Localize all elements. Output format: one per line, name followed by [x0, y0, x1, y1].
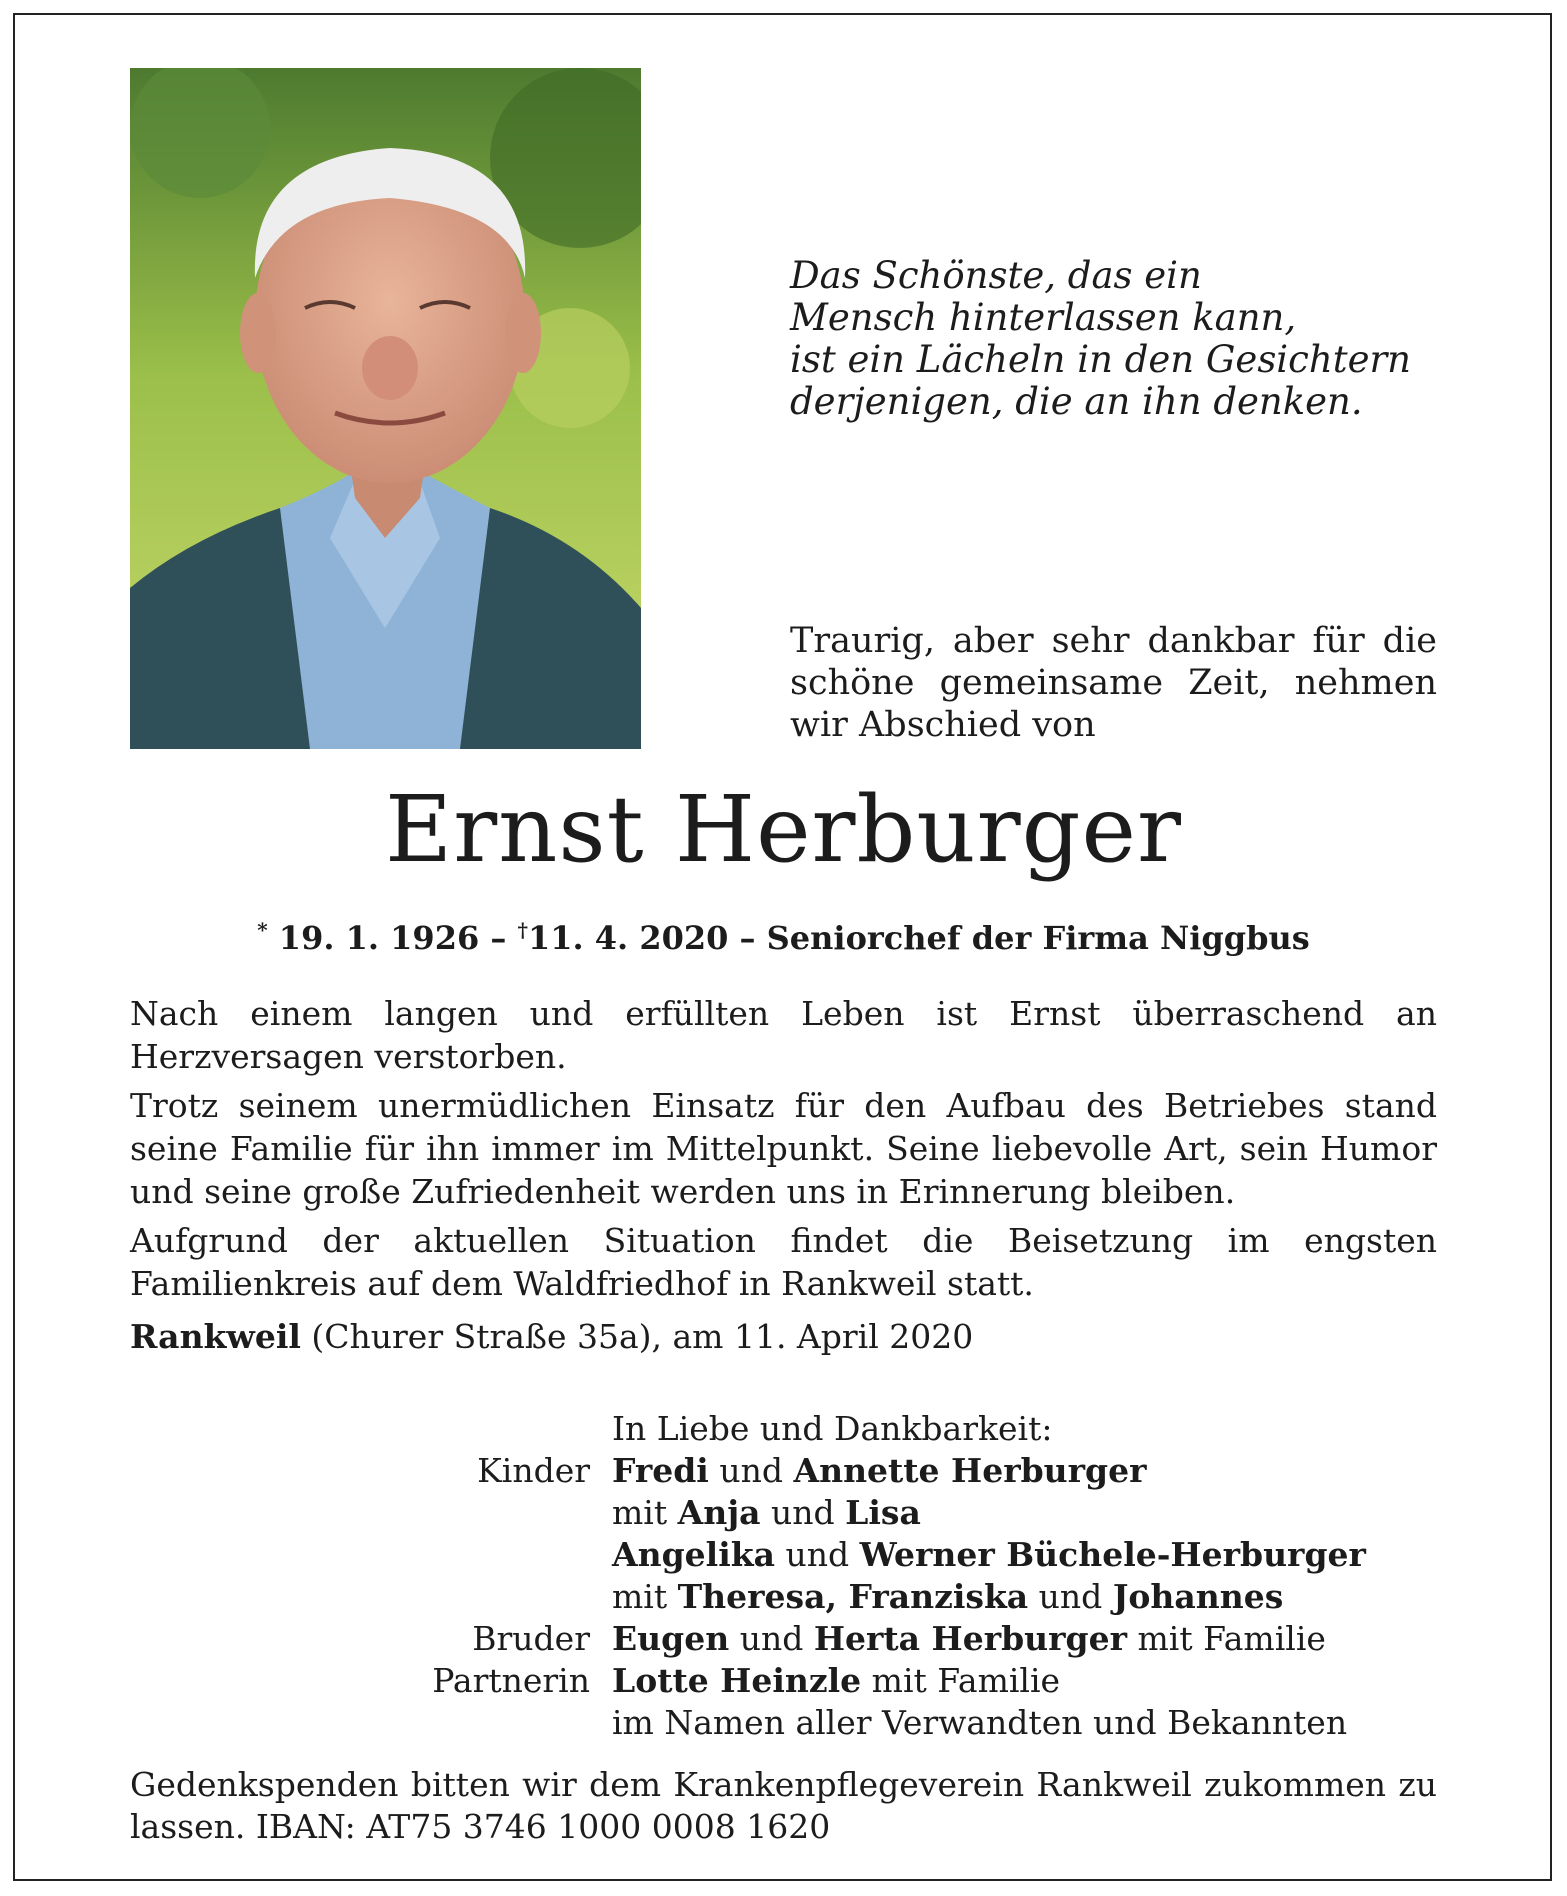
death-mark: † — [517, 918, 528, 942]
person-name: Lisa — [845, 1493, 921, 1532]
connector-text: und — [708, 1451, 794, 1490]
connector-text: und — [775, 1535, 860, 1574]
role-separator: – — [739, 919, 756, 957]
person-name: Anja — [677, 1493, 761, 1532]
place-name: Rankweil — [130, 1317, 301, 1356]
paragraph: Nach einem langen und erfüllten Leben ist Ernst überraschend an Herzversagen verstorben. — [130, 994, 1437, 1076]
connector-text: und — [760, 1493, 846, 1532]
donation-note: Gedenkspenden bitten wir dem Krankenpflegeverein Rankweil zukommen zu lassen. IBAN: AT75 3746 1000 0008 1620 — [130, 1765, 1437, 1846]
family-names — [612, 1702, 1347, 1744]
family-row — [130, 1618, 1437, 1660]
family-heading-row — [130, 1408, 1437, 1450]
relation-label — [130, 1492, 612, 1534]
family-row — [130, 1534, 1437, 1576]
family-names — [612, 1618, 1326, 1660]
person-name: Herta Herburger — [813, 1619, 1127, 1658]
birth-mark: * — [257, 918, 268, 942]
relation-label — [130, 1576, 612, 1618]
person-name: Angelika — [612, 1535, 775, 1574]
place-date-line — [130, 1315, 1437, 1358]
connector-text: und — [1028, 1577, 1113, 1616]
family-names — [612, 1450, 1147, 1492]
quote-line: derjenigen, die an ihn denken. — [790, 380, 1363, 423]
person-name: Annette Herburger — [793, 1451, 1147, 1490]
intro-text: Traurig, aber sehr dankbar für die schöne gemeinsame Zeit, nehmen wir Abschied von — [790, 621, 1437, 745]
relation-label: Bruder — [472, 1619, 590, 1658]
family-list — [130, 1408, 1437, 1744]
relation-label — [130, 1702, 612, 1744]
family-names — [612, 1576, 1283, 1618]
connector-text: und — [729, 1619, 814, 1658]
paragraph: Aufgrund der aktuellen Situation findet die Beisetzung im engsten Familienkreis auf dem Waldfriedhof in Rankweil statt. — [130, 1221, 1437, 1303]
connector-text: mit — [612, 1493, 678, 1532]
relation-label: Partnerin — [432, 1661, 590, 1700]
role-title: Seniorchef der Firma Niggbus — [766, 919, 1310, 957]
family-heading: In Liebe und Dankbarkeit: — [612, 1409, 1053, 1448]
connector-text: mit Familie — [1127, 1619, 1326, 1658]
quote-line: ist ein Lächeln in den Gesichtern — [790, 338, 1411, 381]
person-name: Lotte Heinzle — [612, 1661, 862, 1700]
person-name: Theresa, Franziska — [677, 1577, 1029, 1616]
quote-line: Mensch hinterlassen kann, — [790, 296, 1297, 339]
deceased-name: Ernst Herburger — [385, 776, 1182, 883]
person-name: Johannes — [1112, 1577, 1284, 1616]
birth-date: 19. 1. 1926 — [278, 919, 480, 957]
date-separator: – — [490, 919, 507, 957]
memorial-quote — [790, 255, 1411, 423]
family-names — [612, 1534, 1366, 1576]
portrait-photo — [130, 68, 641, 749]
person-name: Werner Büchele-Herburger — [859, 1535, 1366, 1574]
family-row — [130, 1576, 1437, 1618]
family-row — [130, 1450, 1437, 1492]
connector-text: mit Familie — [861, 1661, 1061, 1700]
relation-label — [130, 1534, 612, 1576]
family-row — [130, 1660, 1437, 1702]
quote-line: Das Schönste, das ein — [790, 254, 1202, 297]
person-name: Fredi — [612, 1451, 709, 1490]
relation-label: Kinder — [477, 1451, 590, 1490]
connector-text: im Namen aller Verwandten und Bekannten — [612, 1703, 1348, 1742]
obituary-body — [130, 992, 1437, 1364]
family-row — [130, 1702, 1437, 1744]
paragraph: Trotz seinem unermüdlichen Einsatz für den Aufbau des Betriebes stand seine Familie für ihn immer im Mittelpunkt. Seine liebevolle Art, sein Humor und seine große Zufriedenheit werden uns in Erinnerung bleiben. — [130, 1086, 1437, 1211]
person-name: Eugen — [612, 1619, 730, 1658]
family-names — [612, 1492, 921, 1534]
connector-text: mit — [612, 1577, 678, 1616]
address-date: (Churer Straße 35a), am 11. April 2020 — [300, 1317, 974, 1356]
life-dates — [0, 910, 1567, 958]
family-row — [130, 1492, 1437, 1534]
family-names — [612, 1660, 1060, 1702]
death-date: 11. 4. 2020 — [527, 919, 729, 957]
